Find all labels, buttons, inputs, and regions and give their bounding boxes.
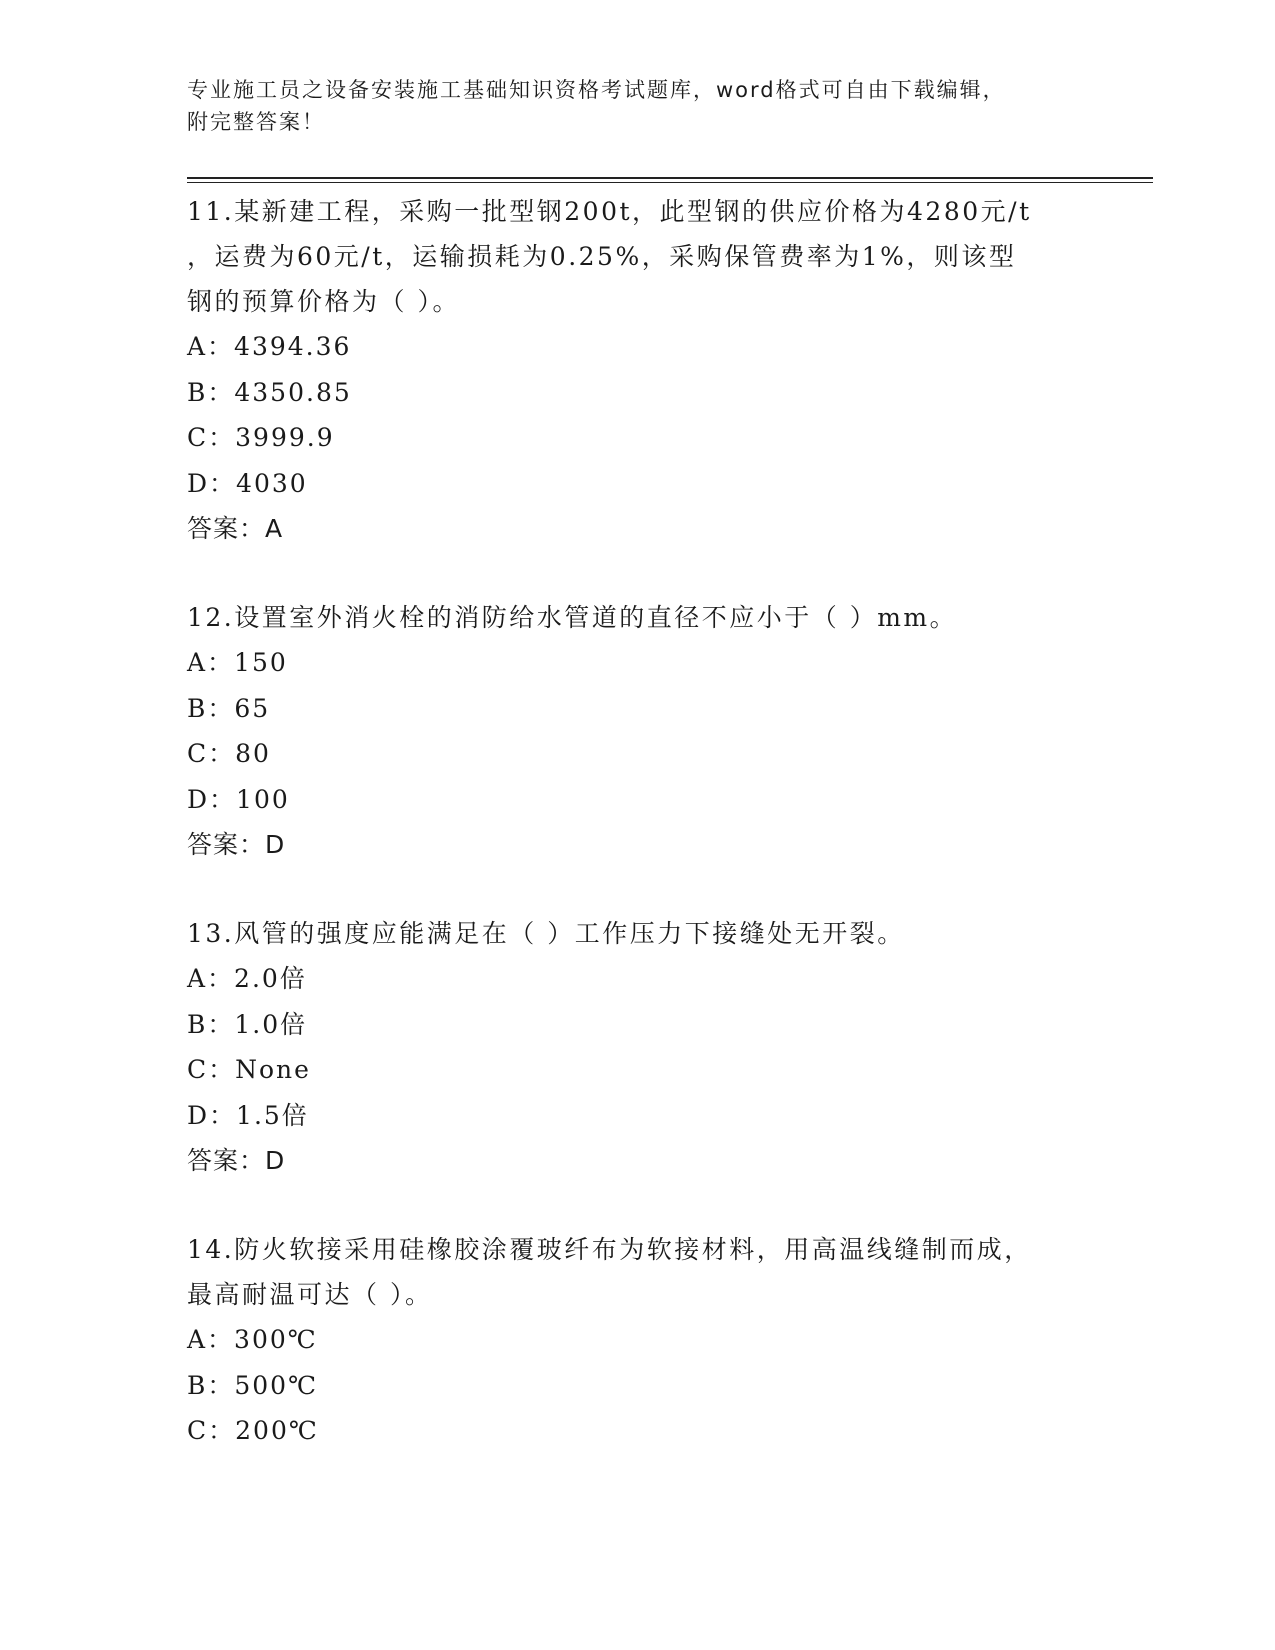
option-a: A：150	[187, 648, 288, 677]
header-line-1: 专业施工员之设备安装施工基础知识资格考试题库，word格式可自由下载编辑，	[187, 78, 1006, 102]
answer-line	[187, 822, 1087, 867]
question-12	[187, 595, 1087, 867]
answer-line	[187, 506, 1087, 551]
option-d: D：1.5倍	[187, 1100, 309, 1130]
document-header	[187, 74, 1087, 138]
question-stem-line: 12.设置室外消火栓的消防给水管道的直径不应小于（ ）mm。	[187, 603, 958, 632]
option-a: A：4394.36	[187, 332, 352, 361]
option-c: C：80	[187, 739, 271, 768]
question-13	[187, 911, 1087, 1183]
answer-line	[187, 1138, 1087, 1183]
option-d: D：100	[187, 784, 290, 814]
answer-value: D	[265, 830, 286, 859]
option-d: D：4030	[187, 468, 308, 498]
header-line-2: 附完整答案！	[187, 110, 325, 134]
option-b: B：1.0倍	[187, 1009, 308, 1039]
option-c: C：3999.9	[187, 423, 335, 452]
option-b: B：65	[187, 693, 271, 723]
question-11	[187, 189, 1087, 551]
answer-label: 答案：	[187, 830, 266, 859]
question-stem-line: 14.防火软接采用硅橡胶涂覆玻纤布为软接材料，用高温线缝制而成，	[187, 1235, 1032, 1264]
answer-label: 答案：	[187, 1146, 266, 1175]
question-stem-line: ，运费为60元/t，运输损耗为0.25%，采购保管费率为1%，则该型	[187, 242, 1017, 271]
answer-value: A	[265, 514, 284, 543]
option-b: B：500℃	[187, 1370, 319, 1400]
option-a: A：2.0倍	[187, 964, 307, 993]
header-divider-thick	[187, 177, 1153, 179]
question-14	[187, 1227, 1087, 1454]
header-divider-thin	[187, 182, 1153, 183]
option-a: A：300℃	[187, 1325, 318, 1354]
option-c: C：None	[187, 1055, 311, 1084]
option-b: B：4350.85	[187, 377, 352, 407]
question-list	[187, 189, 1087, 1498]
question-stem-line: 最高耐温可达（ ）。	[187, 1280, 433, 1309]
answer-value: D	[265, 1146, 286, 1175]
question-stem-line: 11.某新建工程，采购一批型钢200t，此型钢的供应价格为4280元/t	[187, 197, 1032, 226]
option-c: C：200℃	[187, 1416, 319, 1445]
question-stem-line: 钢的预算价格为（ ）。	[187, 287, 460, 316]
answer-label: 答案：	[187, 514, 266, 543]
question-stem-line: 13.风管的强度应能满足在（ ）工作压力下接缝处无开裂。	[187, 919, 905, 948]
